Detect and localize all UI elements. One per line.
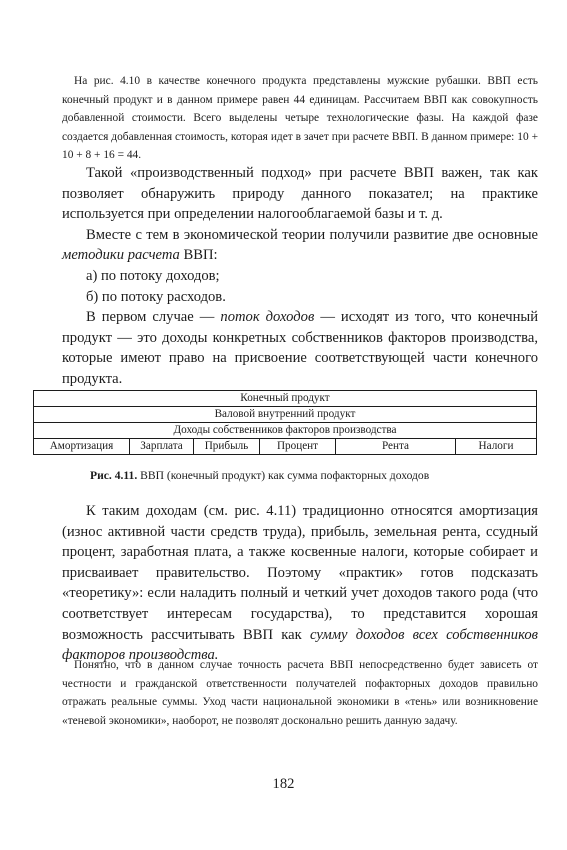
intro-note-paragraph: На рис. 4.10 в качестве конечного продукта представлены мужские рубашки. ВВП есть конечный продукт и в данном примере равен 44 единицам. Рассчитаем ВВП как совокупность добавленной стоимости. Всего выделены четыре технологические фазы. На каждой фазе создается добавленная стоимость, которая идет в зачет при расчете ВВП. В данном примере: 10 + 10 + 8 + 16 = 44. <box>62 75 538 162</box>
row-gdp: Валовой внутренний продукт <box>34 407 537 423</box>
cell-depreciation: Амортизация <box>34 439 130 455</box>
main-text <box>62 163 538 390</box>
cell-taxes: Налоги <box>456 439 537 455</box>
income-types-emphasis: сумму доходов всех собственников факторов производства. <box>62 626 538 664</box>
methods-emphasis: методики расчета <box>62 247 180 264</box>
paragraph-production-approach: Такой «производственный подход» при расчете ВВП важен, так как позволяет обнаружить природу данного показател; на практике используется при определении налогооблагаемой базы и т. д. <box>62 165 538 223</box>
income-flow-text-before: В первом случае — <box>86 309 221 326</box>
list-item-a: а) по потоку доходов; <box>86 267 220 284</box>
cell-interest: Процент <box>260 439 336 455</box>
paragraph-income-flow <box>62 307 538 389</box>
page-number: 182 <box>272 776 295 792</box>
intro-note <box>62 72 538 165</box>
methods-text-after: ВВП: <box>179 247 218 264</box>
row-factor-incomes: Доходы собственников факторов производства <box>34 423 537 439</box>
income-structure-table <box>33 390 537 455</box>
paragraph-methods <box>62 225 538 266</box>
methods-text-before: Вместе с тем в экономической теории получили развитие две основные <box>86 226 538 243</box>
row-final-product: Конечный продукт <box>34 391 537 407</box>
cell-profit: Прибыль <box>194 439 260 455</box>
after-figure-text <box>62 501 538 666</box>
figure-caption <box>90 468 510 484</box>
list-item-b: б) по потоку расходов. <box>86 288 226 305</box>
closing-note-paragraph: Понятно, что в данном случае точность расчета ВВП непосредственно будет зависеть от честности и гражданской ответственности получателей пофакторных доходов правильно отражать реальные суммы. Уход части национальной экономики в «тень» или возникновение «теневой экономики», наоборот, не позволят досконально решить данную задачу. <box>62 659 538 727</box>
income-types-text: К таким доходам (см. рис. 4.11) традиционно относятся амортизация (износ активной части средств труда), прибыль, земельная рента, ссудный процент, заработная плата, а также косвенные налоги, которые собирает и присваивает правительство. Поэтому «практик» готов подсказать «теоретику»: если наладить полный и четкий учет доходов такого рода (что соответствует интересам государства), то представится хорошая возможность рассчитывать ВВП как <box>62 503 538 643</box>
figure-4-11 <box>33 390 536 455</box>
paragraph-income-types <box>62 501 538 666</box>
figure-caption-label: Рис. 4.11. <box>90 469 138 482</box>
cell-wages: Зарплата <box>130 439 194 455</box>
closing-note <box>62 656 538 730</box>
cell-rent: Рента <box>336 439 456 455</box>
income-flow-text-after: — исходят из того, что конечный продукт — это доходы конкретных собственников факторов производства, которые имеют право на присвоение соответствующей части конечного продукта. <box>62 309 539 387</box>
income-flow-emphasis: поток доходов <box>220 309 315 326</box>
figure-caption-text: ВВП (конечный продукт) как сумма пофакторных доходов <box>137 469 430 482</box>
